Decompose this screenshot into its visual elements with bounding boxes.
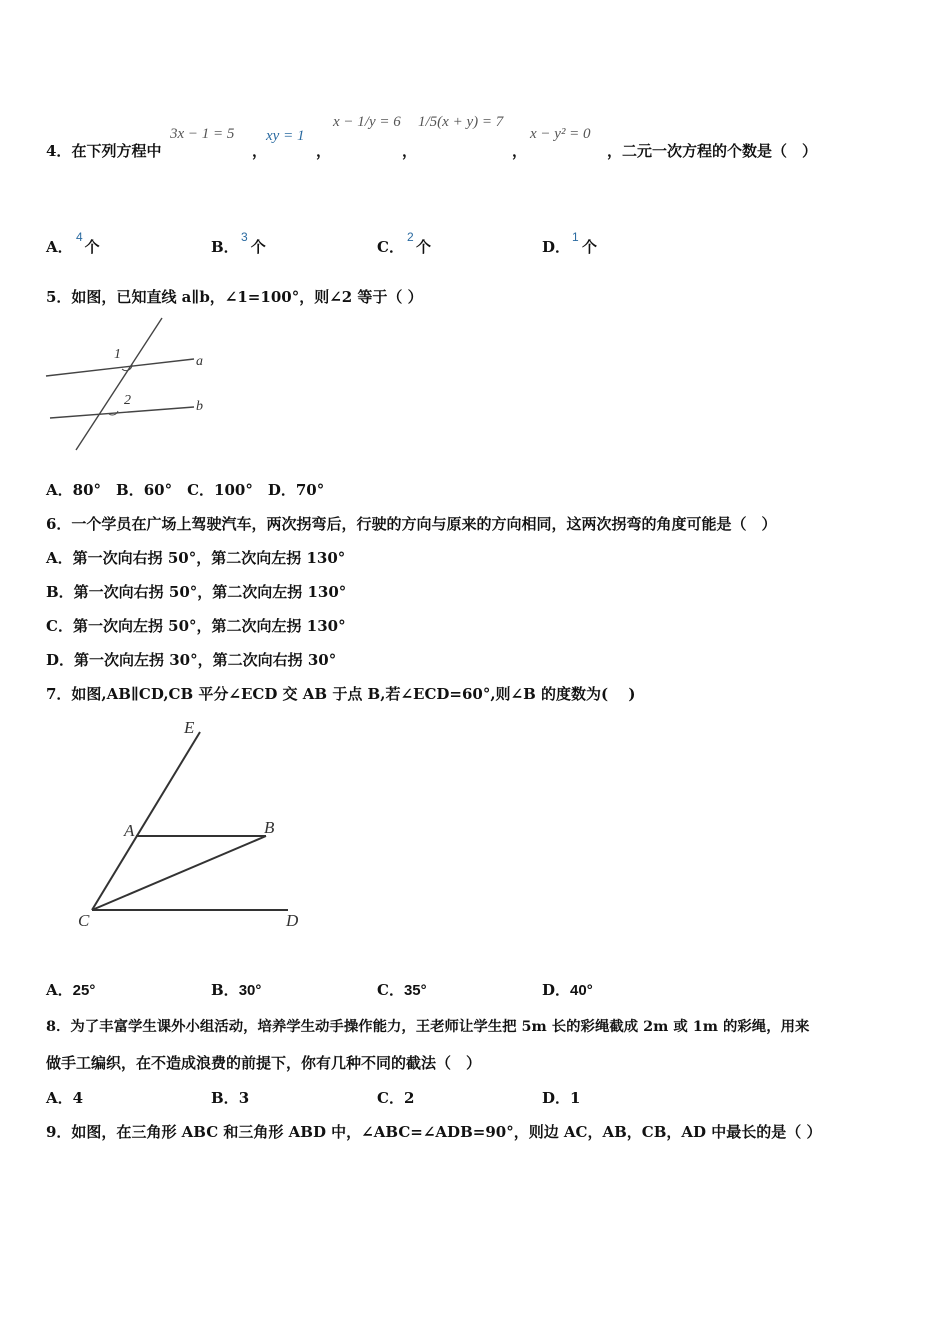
line-b-label: b (196, 399, 203, 414)
q7-option-b: B．30° (211, 981, 262, 999)
q6-option-a: A．第一次向右拐 50°，第二次向左拐 130° (46, 549, 346, 567)
q4-equation-4: 1/5(x + y) = 7 (418, 114, 504, 130)
q4-option-a: A． 4 个 (46, 230, 100, 256)
q6-option-d: D．第一次向左拐 30°，第二次向右拐 30° (46, 651, 337, 669)
line-cb (92, 836, 266, 910)
q8-stem-line-1: 8．为了丰富学生课外小组活动，培养学生动手操作能力，王老师让学生把 5m 长的彩绳截成 2m 或 1m 的彩绳，用来 (46, 1018, 810, 1035)
q4-separator: ， (402, 142, 418, 160)
q4-option-b: B． 3 个 (211, 230, 266, 256)
q8-option-c: C．2 (377, 1089, 415, 1107)
q8-option-d: D．1 (542, 1089, 581, 1107)
ray-ce (92, 732, 200, 910)
q8-option-b: B．3 (211, 1089, 250, 1107)
point-b-label: B (264, 818, 275, 837)
point-c-label: C (78, 911, 90, 930)
q6-option-b: B．第一次向右拐 50°，第二次向左拐 130° (46, 583, 347, 601)
q4-separator: ， (252, 142, 268, 160)
q8-option-a: A．4 (46, 1089, 84, 1107)
q4-equation-5: x − y² = 0 (530, 126, 591, 142)
q7-figure (70, 712, 315, 937)
line-b (50, 407, 194, 418)
q4-separator: ， (512, 142, 528, 160)
q8-stem-line-2: 做手工编织，在不造成浪费的前提下，你有几种不同的截法（ ） (46, 1054, 482, 1072)
point-e-label: E (184, 718, 195, 737)
q4-option-c: C． 2 个 (377, 230, 431, 256)
q4-equation-3: x − 1/y = 6 (333, 114, 401, 130)
point-d-label: D (286, 911, 299, 930)
q4-equation-1: 3x − 1 = 5 (170, 126, 235, 142)
q4-stem-prefix: 4．在下列方程中 (46, 142, 162, 160)
angle-2-label: 2 (124, 393, 131, 408)
q4-option-d: D． 1 个 (542, 230, 598, 256)
angle-1-label: 1 (114, 347, 121, 362)
q7-option-a: A．25° (46, 981, 96, 999)
q4-equation-2: xy = 1 (266, 128, 305, 144)
q5-options: A．80° B．60° C．100° D．70° (46, 481, 325, 499)
point-a-label: A (124, 821, 135, 840)
q6-option-c: C．第一次向左拐 50°，第二次向左拐 130° (46, 617, 346, 635)
q7-option-d: D．40° (542, 981, 593, 999)
q4-stem-suffix: ，二元一次方程的个数是（ ） (607, 142, 818, 160)
q7-stem: 7．如图,AB∥CD,CB 平分∠ECD 交 AB 于点 B,若∠ECD=60°,则∠B 的度数为( ) (46, 685, 636, 703)
q5-stem: 5．如图，已知直线 a∥b，∠1=100°，则∠2 等于（ ） (46, 288, 423, 306)
q7-option-c: C．35° (377, 981, 427, 999)
line-a-label: a (196, 354, 203, 369)
q9-stem: 9．如图，在三角形 ABC 和三角形 ABD 中，∠ABC=∠ADB=90°，则边 AC，AB，CB，AD 中最长的是（ ） (46, 1123, 822, 1141)
q5-figure (44, 316, 209, 451)
q6-stem: 6．一个学员在广场上驾驶汽车，两次拐弯后，行驶的方向与原来的方向相同，这两次拐弯的角度可能是（ ） (46, 515, 777, 533)
transversal (76, 318, 162, 450)
q4-separator: ， (316, 142, 332, 160)
